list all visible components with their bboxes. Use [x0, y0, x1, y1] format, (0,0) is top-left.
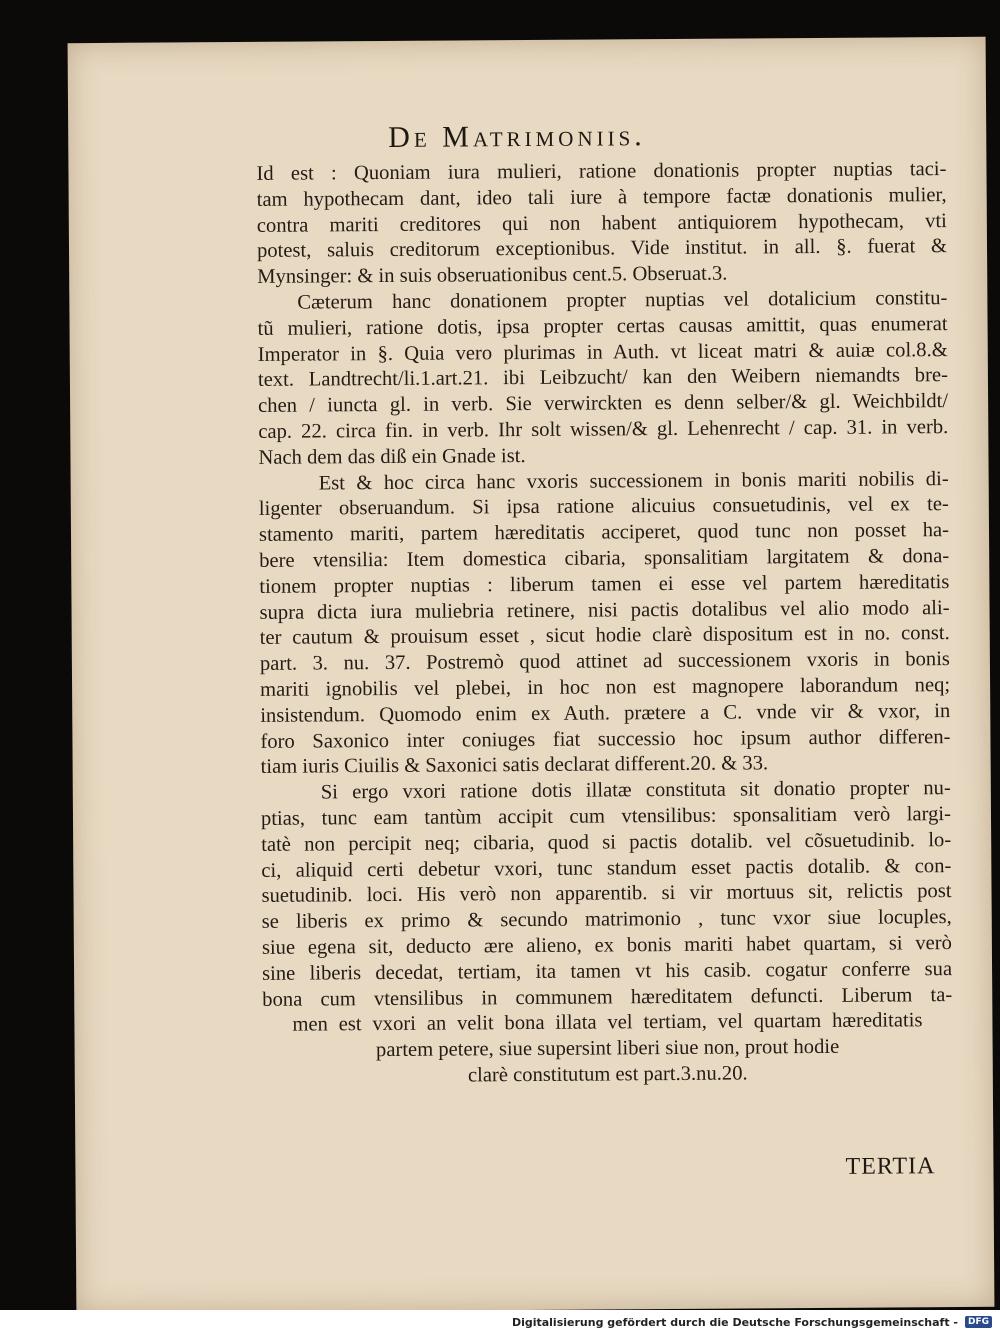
text-line: Si ergo vxori ratione dotis illatæ constituta sit donatio propter nu-	[320, 777, 951, 804]
text-line: Nach dem das diß ein Gnade ist.	[258, 444, 526, 469]
text-line: tatè non percipit neq; cibaria, quod si pactis dotalib. vel cõsuetudinib. lo-	[261, 828, 952, 856]
text-line: Imperator in §. Quia vero plurimas in Auth. vt liceat matri & auiæ col.8.&	[257, 338, 948, 366]
running-head: De Matrimoniis.	[388, 119, 646, 154]
text-line: Est & hoc circa hanc vxoris successionem in bonis mariti nobilis di-	[318, 467, 949, 495]
text-line: tũ mulieri, ratione dotis, ipsa propter certas causas amittit, quas enumerat	[257, 312, 948, 340]
text-line: ci, aliquid certi debetur vxori, tunc standum esset pactis dotalib. & con-	[261, 854, 952, 882]
text-line: se liberis ex primo & secundo matrimonio , tunc vxor siue locuples,	[261, 906, 952, 933]
text-line: tiam iuris Ciuilis & Saxonici satis declarat different.20. & 33.	[260, 752, 769, 779]
text-line: clarè constitutum est part.3.nu.20.	[467, 1062, 748, 1087]
text-line: partem petere, siue supersint liberi siue non, prout hodie	[375, 1035, 840, 1062]
text-line: ligenter obseruandum. Si ipsa ratione alicuius consuetudinis, vel ex te-	[258, 493, 949, 521]
text-line: potest, saluis creditorum exceptionibus. Vide institut. in all. §. fuerat &	[256, 235, 948, 263]
body-text	[256, 157, 952, 1090]
dfg-logo-icon: DFG	[965, 1316, 992, 1328]
text-line: ter cautum & prouisum esset , sicut hodie clarè dispositum est in no. const.	[259, 622, 950, 650]
footer-credit: Digitalisierung gefördert durch die Deutsche Forschungsgemeinschaft -	[511, 1316, 958, 1329]
text-line: Cæterum hanc donationem propter nuptias vel dotalicium constitu-	[297, 287, 948, 314]
text-line: bona cum vtensilibus in communem hæreditatem defuncti. Liberum ta-	[262, 983, 953, 1011]
text-line: sine liberis decedat, tertiam, ita tamen vt his casib. cogatur conferre sua	[262, 957, 953, 985]
text-line: stamento mariti, partem hæreditatis acciperet, quod tunc non posset ha-	[258, 519, 950, 547]
text-line: Mynsinger: & in suis obseruationibus cent.5. Obseruat.3.	[257, 262, 728, 289]
text-line: cap. 22. circa fin. in verb. Ihr solt wissen/& gl. Lehenrecht / cap. 31. in verb.	[258, 416, 949, 443]
text-line: text. Landtrecht/li.1.art.21. ibi Leibzucht/ kan den Weibern niemandts bre-	[257, 364, 948, 392]
text-line: siue egena sit, deducto ære alieno, ex bonis mariti habet quartam, si verò	[261, 931, 952, 959]
text-line: part. 3. nu. 37. Postremò quod attinet ad successionem vxoris in bonis	[259, 648, 950, 676]
text-line: contra mariti creditores qui non habent antiquiorem hypothecam, vti	[256, 209, 947, 237]
text-line: men est vxori an velit bona illata vel tertiam, vel quartam hæreditatis	[292, 1009, 923, 1036]
text-line: tam hypothecam dant, ideo tali iure à tempore factæ donationis mulier,	[256, 183, 947, 211]
text-line: foro Saxonico inter coniuges fiat successio hoc ipsum author differen-	[260, 725, 951, 753]
text-line: Id est : Quoniam iura mulieri, ratione donationis propter nuptias taci-	[256, 158, 947, 185]
text-line: mariti ignobilis vel plebei, in hoc non est magnopere laborandum neq;	[260, 674, 951, 701]
text-line: insistendum. Quomodo enim ex Auth. prætere a C. vnde vir & vxor, in	[260, 699, 951, 727]
catchword: TERTIA	[845, 1153, 936, 1180]
text-line: suetudinib. loci. His verò non apparentib. si vir mortuus sit, relictis post	[261, 880, 952, 908]
book-page	[68, 37, 995, 1313]
text-line: supra dicta iura muliebria retinere, nisi pactis dotalibus vel alio modo ali-	[259, 596, 950, 624]
text-line: chen / iuncta gl. in verb. Sie verwirckten es denn selber/& gl. Weichbildt/	[258, 390, 949, 418]
text-line: ptias, tunc eam tantùm accipit cum vtensilibus: sponsalitiam verò largi-	[260, 802, 952, 830]
text-line: tionem propter nuptias : liberum tamen ei esse vel partem hæreditatis	[259, 570, 950, 598]
digitization-footer	[0, 1310, 1000, 1335]
text-line: bere vtensilia: Item domestica cibaria, sponsalitiam largitatem & dona-	[259, 545, 950, 572]
